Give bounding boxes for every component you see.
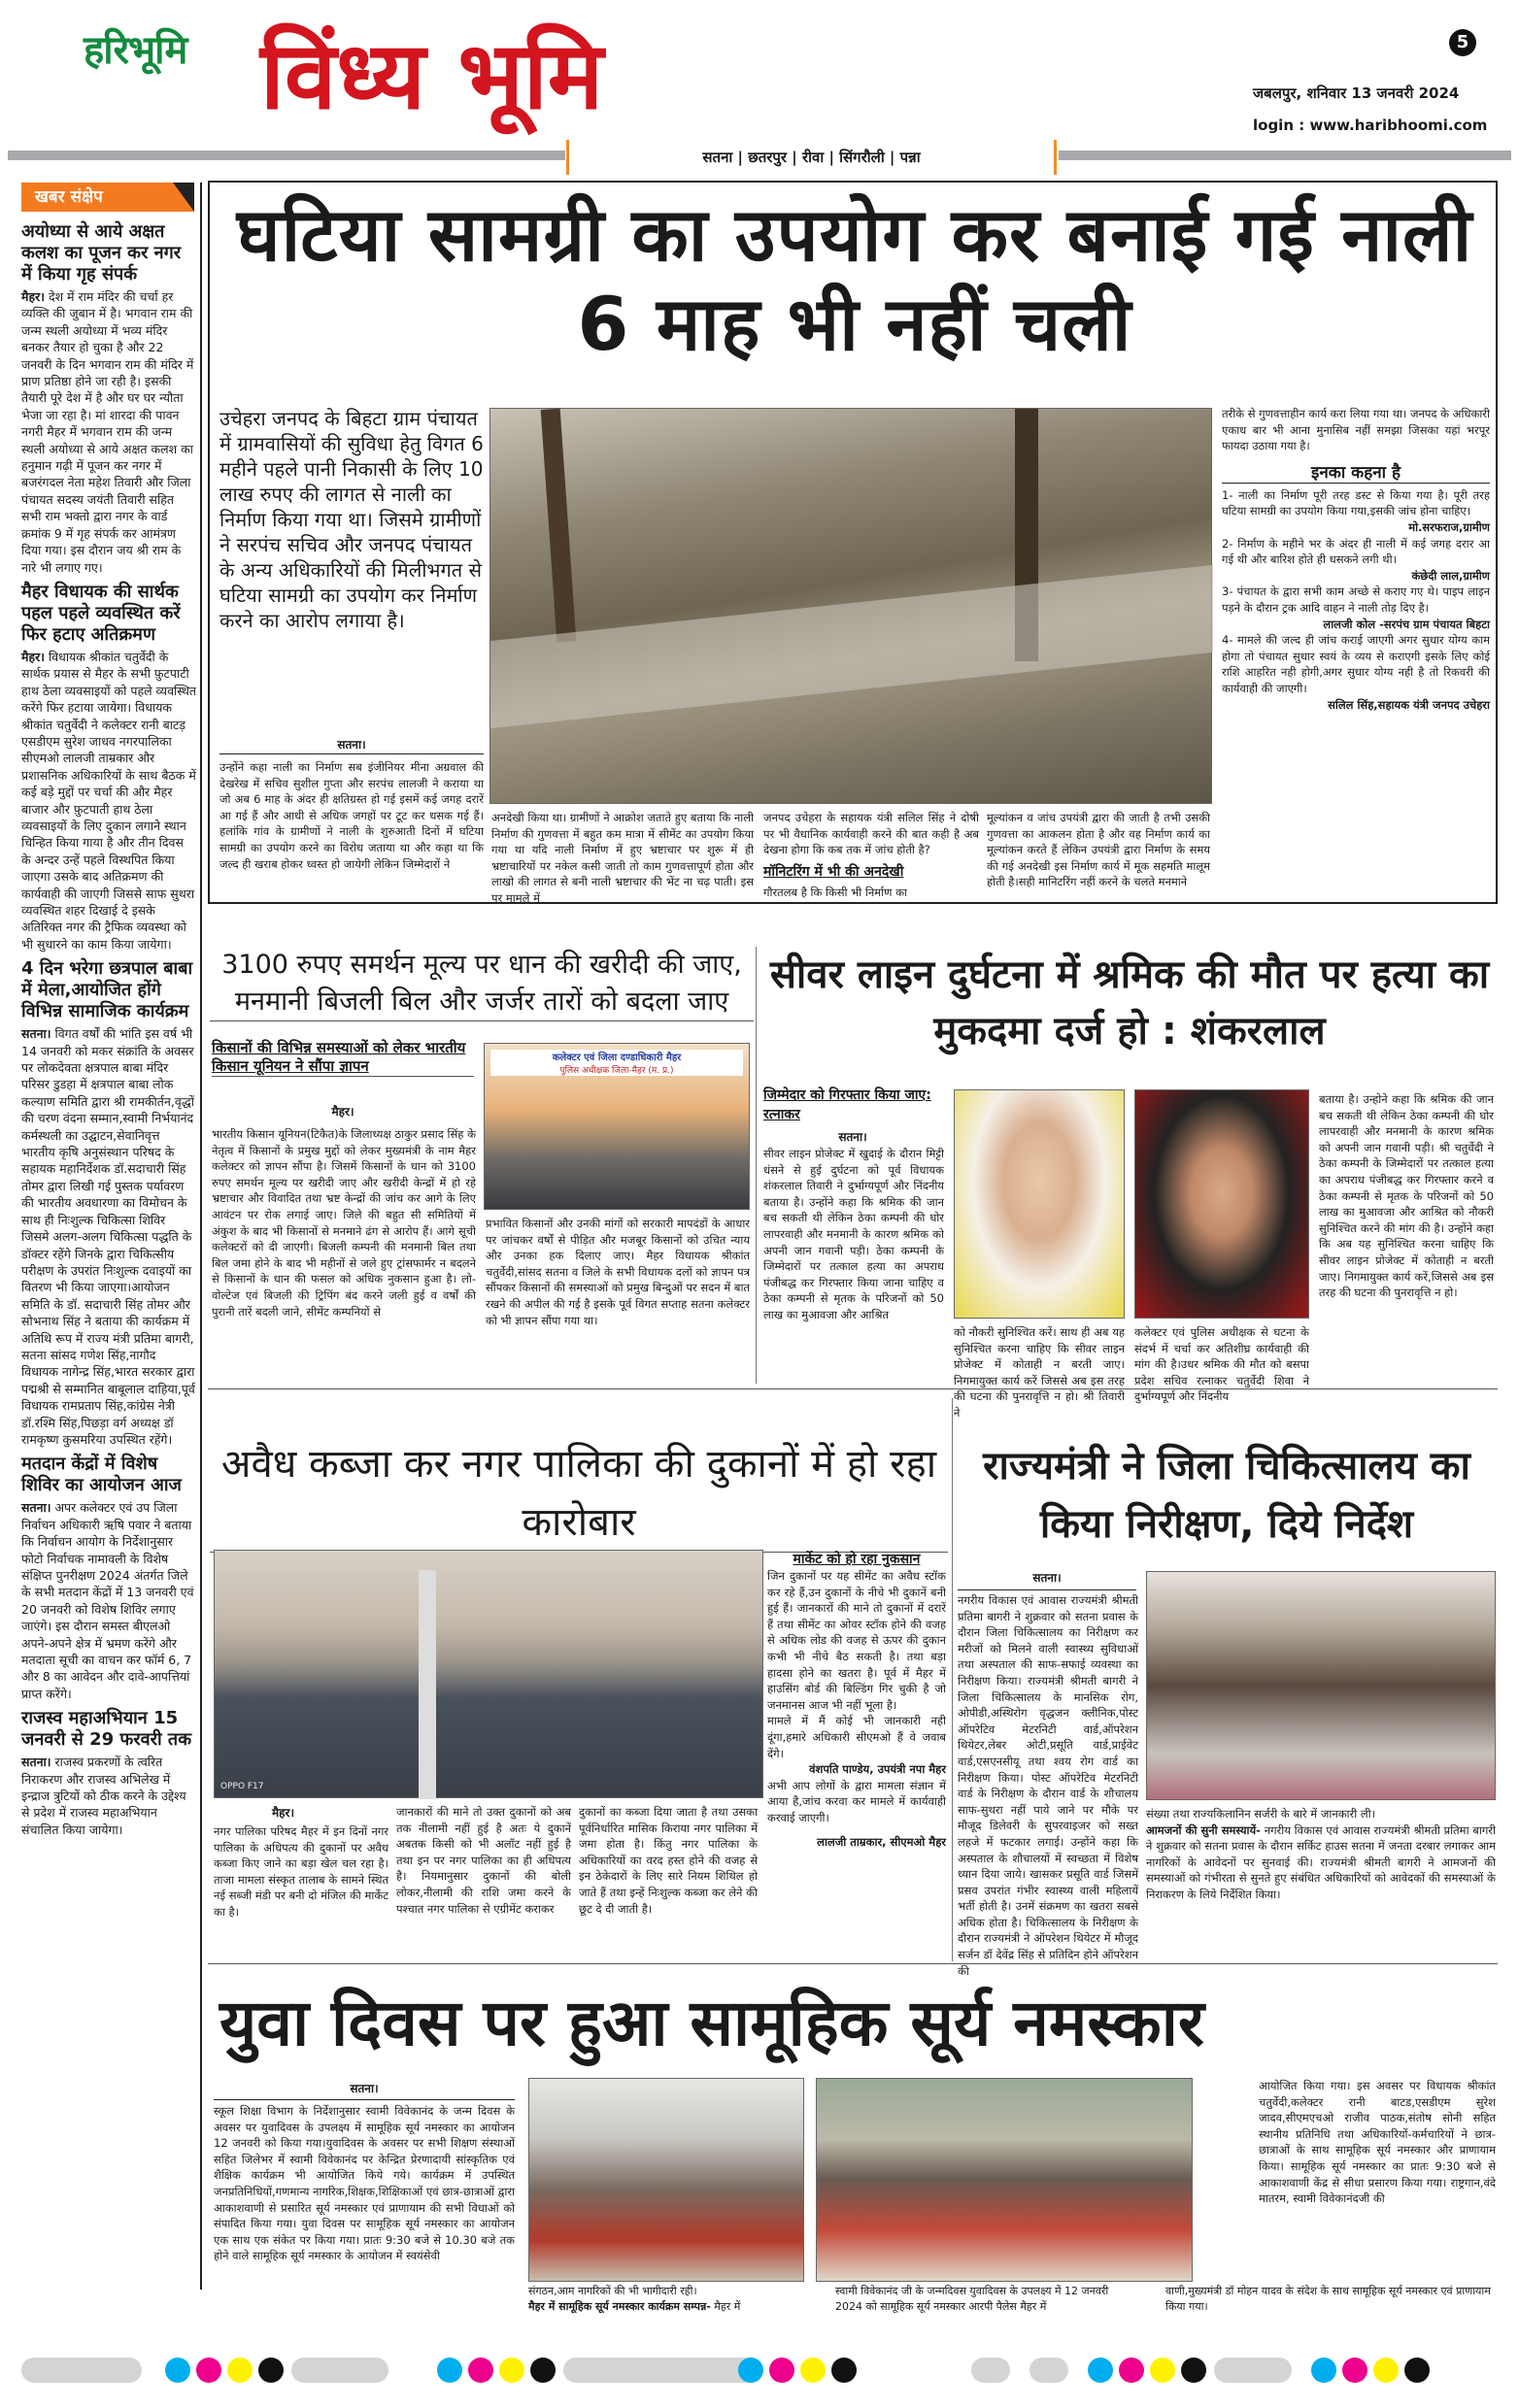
shops-text-4: जिन दुकानों पर यह सीमेंट का अवैध स्टॉक कर रहे हैं,उन दुकानों के नीचे भी दुकानें बनी हुई हैं। जानकारों की माने तो दुकानों में दरारें हैं तथा सीमेंट का ओवर स्टॉक होने की वजह से अधिक लोड की वजह से ऊपर की दुकान कभी भी नीचे बैठ सकती है। तथा बड़ा हादसा होने का खतरा है। पूर्व में मैहर में हाउसिंग बोर्ड की बिल्डिंग गिर चुकी है जो जनमानस आज भी नहीं भूला है।: [767, 1569, 946, 1712]
quote-text: 2- निर्माण के महीने भर के अंदर ही नाली में कई जगह दरार आ गई थी और बारिश होते ही धसकने लगी थी।: [1222, 536, 1490, 567]
yellow-mark: [800, 2358, 826, 2383]
quote-text: 1- नाली का निर्माण पूरी तरह डस्ट से किया गया है। पूरी तरह घटिया सामग्री का उपयोग किया गया,इसकी जांच होना चाहिए।: [1222, 487, 1490, 518]
shops-subhead: मार्केट को हो रहा नुकसान: [793, 1552, 921, 1567]
yellow-mark: [1373, 2358, 1399, 2383]
sewer-place: सतना।: [838, 1130, 867, 1144]
black-mark: [530, 2358, 556, 2383]
brief-place: मैहर।: [21, 649, 45, 664]
brief-place: सतना।: [21, 1755, 51, 1770]
paddy-headline: 3100 रुपए समर्थन मूल्य पर धान की खरीदी की जाए, मनमानी बिजली बिल और जर्जर तारों को बदला जाए: [210, 947, 754, 1021]
black-mark: [1181, 2358, 1206, 2383]
caption-bold: मैहर में सामूहिक सूर्य नमस्कार कार्यक्रम सम्पन्न-: [528, 2300, 711, 2313]
shops-place: मैहर।: [272, 1806, 295, 1820]
brief-headline: मैहर विधायक की सार्थक पहल पहले व्यवस्थित करें फिर हटाए अतिक्रमण: [21, 581, 181, 645]
lead-right-text: तरीके से गुणवत्ताहीन कार्य करा लिया गया था। जनपद के अधिकारी एकाध बार भी आना मुनासिब नहीं समझा जिसका यहां भरपूर फायदा उठाया गया है।: [1222, 407, 1490, 453]
yellow-mark: [1150, 2358, 1175, 2383]
brief-item: [21, 582, 196, 953]
caption-after: मैहर में: [710, 2300, 741, 2313]
cyan-mark: [738, 2358, 763, 2383]
shops-headline: अवैध कब्जा कर नगर पालिका की दुकानों में हो रहा कारोबार: [210, 1435, 948, 1553]
photo-signboard-2: पुलिस अधीक्षक जिला-मैहर (म. प्र.): [490, 1063, 743, 1076]
magenta-mark: [1119, 2358, 1144, 2383]
sewer-headline: सीवर लाइन दुर्घटना में श्रमिक की मौत पर हत्या का मुकदमा दर्ज हो : शंकरलाल: [769, 953, 1490, 1054]
brief-item: [21, 1708, 196, 1838]
shops-text-1: नगर पालिका परिषद मैहर में इन दिनों नगर पालिका के अधिपत्य की दुकानों पर अवैध कब्जा किए जाने का बड़ा खेल चल रहा है। ताजा मामला संस्कृत तालाब के सामने स्थित नई सब्जी मंडी पर बनी दो मंजिल की मार्केट का है।: [214, 1824, 388, 1919]
shops-photo: [214, 1550, 763, 1798]
sewer-text-2: को नौकरी सुनिश्चित करें। साथ ही अब यह सुनिश्चित करना चाहिए कि सीवर लाइन प्रोजेक्ट में कोताही न बरती जाए। निगमायुक्त कार्य करें जिससे अब इस तरह की घटना की पुनरावृत्ति न हो। श्री तिवारी ने: [954, 1325, 1125, 1420]
sewer-subhead: जिम्मेदार को गिरफ्तार किया जाए: रत्नाकर: [763, 1087, 931, 1122]
brief-headline: अयोध्या से आये अक्षत कलश का पूजन कर नगर में किया गृह संपर्क: [21, 221, 182, 284]
hospital-photo: [1146, 1571, 1496, 1800]
hospital-lower-text: [1146, 1806, 1496, 1954]
divider: [952, 1398, 953, 1961]
photo-signboard: कलेक्टर एवं जिला दण्डाधिकारी मैहर: [490, 1050, 743, 1063]
cyan-mark: [165, 2358, 190, 2383]
vindhya-bhoomi-title: विंध्य भूमि: [260, 21, 604, 130]
quote-text: अभी आप लोगों के द्वारा मामला संज्ञान में आया है,जांच करवा कर मामले में कार्यवाही करवाई जाएगी।: [767, 1778, 946, 1824]
ratnakar-photo: [1134, 1089, 1309, 1319]
yoga-photo-2: [816, 2078, 1193, 2282]
yoga-place: सतना।: [214, 2080, 515, 2100]
sewer-text-3: कलेक्टर एवं पुलिस अधीक्षक से घटना के संदर्भ में चर्चा कर अतिशीघ्र कार्यवाही की मांग की है।उधर श्रमिक की मौत को बसपा प्रदेश सचिव रत्नाकर चतुर्वेदी शिवा ने दुर्भाग्यपूर्ण और निंदनीय: [1134, 1325, 1309, 1404]
hospital-subhead: आमजनों की सुनी समस्यायें-: [1146, 1823, 1261, 1837]
page-number: 5: [1449, 29, 1476, 56]
brief-headline: 4 दिन भरेगा छत्रपाल बाबा में मेला,आयोजित होंगे विभिन्न सामाजिक कार्यक्रम: [21, 958, 193, 1022]
website-link[interactable]: login : www.haribhoomi.com: [1253, 117, 1488, 134]
lead-col-2: अनदेखी किया था। ग्रामीणों ने आक्रोश जताते हुए बताया कि नाली निर्माण की गुणवत्ता में बहुत कम मात्रा में सीमेंट का उपयोग किया गया था यदि नाली निर्माण में हुए भ्रष्टाचार पर शुरू में ही भ्रष्टाचारियों पर नकेल कसी जाती तो काम गुणवत्तापूर्ण होता और लाखो की लागत से बनी नाली भ्रष्टाचार की भेंट ना चढ़ पाती। इस पर मामले में: [491, 811, 754, 905]
lead-right-column: [1222, 406, 1490, 897]
divider: [219, 753, 484, 754]
row-divider: [208, 1388, 1498, 1389]
yoga-caption-1: [528, 2284, 806, 2315]
yoga-text-2: आयोजित किया गया। इस अवसर पर विधायक श्रीकांत चतुर्वेदी,कलेक्टर रानी बाटड,एसडीएम सुरेश जादव,सीएमएचओ राजीव पाठक,संतोष सोनी सहित स्थानीय प्रतिनिधि तथा अधिकारियों-कर्मचारियों ने छात्र-छात्राओं के साथ सामूहिक सूर्य नमस्कार और प्राणायाम किया। सामूहिक सूर्य नमस्कार का प्रातः 9:30 बजे से आकाशवाणी केंद्र से सीधा प्रसारण किया गया। राष्ट्रगान,वंदे मातरम, स्वामी विवेकानंदजी की: [1259, 2079, 1496, 2206]
magenta-mark: [1342, 2358, 1367, 2383]
brief-text: देश में राम मंदिर की चर्चा हर व्यक्ति की जुबान में है। भगवान राम की जन्म स्थली अयोध्या में भव्य मंदिर बनकर तैयार हो चुका है और 22 जनवरी के दिन भगवान राम की मंदिर में प्राण प्रतिष्ठा होने जा रही है। इसकी तैयारी पूरे देश में है और घर घर न्यौता भेजा जा रहा है। मां शारदा की पावन नगरी मैहर में भगवान राम की जन्म स्थली अयोध्या से आये अक्षत कलश का हनुमान गढ़ी में पूजन कर नगर में बजरंगदल नेता महेश तिवारी और जिला पंचायत सदस्य जयंती तिवारी सहित सभी राम भक्तो द्वारा नगर के वार्ड क्रमांक 9 में गृह संपर्क कर आमंत्रण दिया गया। इस दौरान जय श्री राम के नारे भी लगाए गए।: [21, 289, 194, 575]
shops-text-2: जानकारों की माने तो उक्त दुकानों को अब तक नीलामी नहीं हुई है अतः ये दुकानें अबतक किसी को भी अलॉट नहीं हुई है तथा इन पर नगर पालिका का ही अधिपत्य है। नियमानुसार दुकानों की बोली लोकर,नीलामी की राशि जमा करने के पश्चात नगर पालिका से एग्रीमेंट कराकर: [396, 1805, 571, 1916]
shankarlal-photo: [954, 1089, 1125, 1319]
quote-author: कंछेदी लाल,ग्रामीण: [1411, 568, 1490, 583]
brief-text: अपर कलेक्टर एवं उप जिला निर्वाचन अधिकारी ऋषि पवार ने बताया कि निर्वाचन आयोग के निर्देशानुसार फोटो निर्वाचक नामावली के विशेष संक्षिप्त पुनरीक्षण 2024 अंतर्गत जिले के सभी मतदान केंद्रों में 13 जनवरी एवं 20 जनवरी को विशेष शिविर लगाए जाएंगे। इस दौरान समस्त बीएलओ अपने-अपने क्षेत्र में भ्रमण करेंगे और मतदाता सूची का वाचन कर फॉर्म 6, 7 और 8 का आवेदन और दावे-आपत्तियां प्राप्त करेंगे।: [21, 1500, 194, 1701]
monitoring-subhead: मॉनिटरिंग में भी की अनदेखी: [763, 863, 904, 880]
quote-author: मो.सरफराज,ग्रामीण: [1408, 519, 1490, 534]
haribhoomi-logo: हरिभूमि: [84, 28, 187, 73]
yoga-caption-2: स्वामी विवेकानंद जी के जन्मदिवस युवादिवस के उपलक्ष्य में 12 जनवरी 2024 को सामूहिक सूर्य नमस्कार आरपी पैलेस मैहर में: [835, 2285, 1109, 2313]
print-mark: [563, 2358, 758, 2383]
lead-col-4: मूल्यांकन व जांच उपयंत्री द्वारा की जाती है तभी उसकी गुणवत्ता का आकलन होता है और वह निर्माण कार्य का मूल्यांकन करते हैं लेकिन उपयंत्री द्वारा निर्माण के समय की गई अनदेखी इस निर्माण कार्य में मूक सहमति मालूम होती है।सही मानिटरिंग नहीं करने के चलते मनमाने: [987, 811, 1210, 889]
cyan-mark: [1088, 2358, 1113, 2383]
brief-text: विगत वर्षों की भांति इस वर्ष भी 14 जनवरी को मकर संक्रांति के अवसर पर लोकदेवता क्षत्रपाल बाबा मंदिर परिसर डुडहा में क्षत्रपाल बाबा लोक कल्याण समिति द्वारा श्री रामकीर्तन,वृद्धों की चरण वंदना सम्मान,स्वामी निर्भयानंद कर्मस्थली का उद्घाटन,सेवानिवृत्त भारतीय कृषि अनुसंस्थान परिषद के सहायक महानिर्देशक डॉ.सदाचारी सिंह तोमर द्वारा लिखी गई पुस्तक पर्यावरण की भारतीय अवधारणा का विमोचन के साथ ही निःशुल्क चिकित्सा शिविर जिसमे अलग-अलग चिकित्सा पद्धति के डॉक्टर रहेंगे जिनके द्वारा चिकित्सीय परीक्षण के उपरांत निःशुल्क दवाइयों का वितरण भी किया जाएगा।आयोजन समिति के डॉ. सदाचारी सिंह तोमर और सोभनाथ सिंह ने बताया की कार्यक्रम में अतिथि रूप में राज्य मंत्री प्रतिमा बागरी, सतना सांसद गणेश सिंह,नागौद विधायक नागेन्द्र सिंह,भारत सरकार द्वारा पद्मश्री से सम्मानित बाबूलाल दाहिया,पूर्व विधायक रामप्रताप सिंह,कांग्रेस नेत्री डॉ.रश्मि सिंह,पिछड़ा वर्ग अध्यक्ष डॉ रामकृष्ण कुसमरिया उपस्थित रहेंगे।: [21, 1026, 195, 1447]
brief-place: मैहर।: [21, 289, 45, 304]
sewer-text-1: सीवर लाइन प्रोजेक्ट में खुदाई के दौरान मिट्टी धंसने से हुई दुर्घटना को पूर्व विधायक शंकरलाल तिवारी ने दुर्भाग्यपूर्ण और निंदनीय बताया है। उन्होंने कहा कि श्रमिक की जान बच सकती थी लेकिन ठेका कम्पनी की घोर लापरवाही और मनमानी के कारण श्रमिक को अपनी जान गवानी पड़ी। ठेका कम्पनी के जिम्मेदारों पर तत्काल हत्या का अपराध पंजीबद्ध कर गिरफ्तार किया जाना चाहिए व ठेका कम्पनी से मृतक के परिजनों को 50 लाख का मुआवजा और आश्रित: [763, 1147, 944, 1321]
shops-side-column: [767, 1550, 946, 1954]
row-divider: [208, 1963, 1498, 1964]
quote-author: वंशपति पाण्डेय, उपयंत्री नपा मैहर: [809, 1762, 946, 1777]
paddy-subhead: किसानों की विभिन्न समस्याओं को लेकर भारतीय किसान यूनियन ने सौंपा ज्ञापन: [212, 1039, 474, 1077]
shops-text-3: दुकानों का कब्जा दिया जाता है तथा उसका पूर्वनिर्धारित मासिक किराया नगर पालिका में जमा होता है। किंतु नगर पालिका के अधिकारियों का वरद हस्त होने की वजह से इन ठेकेदारों के लिए सारे नियम शिथिल हो जाते हैं तथा इन्हें निःशुल्क कब्जा कर लेने की छूट दे दी जाती है।: [579, 1805, 758, 1916]
drain-photo: [489, 408, 1212, 804]
header-rule-right: [1059, 150, 1511, 160]
paddy-text-2: प्रभावित किसानों और उनकी मांगों को सरकारी मापदंडों के आधार पर जांचकर वर्षों से पीड़ित और मजबूर किसानों को उचित न्याय और उनका हक दिलाए जाए। मैहर विधायक श्रीकांत चतुर्वेदी,सांसद सतना व जिले के सभी विधायक दलों को ज्ञापन पत्र सौंपकर किसानों की समस्याओं को प्रमुख बिन्दुओं पर सदन में बात रखने की अपील की गई है इसके पूर्व विगत सप्ताह सतना कलेक्टर को भी ज्ञापन सौंपा गया था।: [486, 1217, 750, 1327]
yoga-headline: युवा दिवस पर हुआ सामूहिक सूर्य नमस्कार: [219, 1986, 1204, 2060]
yoga-photo-1: [528, 2078, 804, 2282]
brief-text: राजस्व प्रकरणों के त्वरित निराकरण और राजस्व अभिलेख में इन्द्राज त्रुटियों को ठीक करने के उद्देश्य से प्रदेश में राजस्व महाअभियान संचालित किया जायेगा।: [21, 1755, 186, 1837]
lead-col-3: [763, 810, 979, 901]
quote-author: लालजी कोल -सरपंच ग्राम पंचायत बिहटा: [1323, 617, 1490, 631]
yellow-mark: [499, 2358, 524, 2383]
paddy-place: मैहर।: [331, 1105, 354, 1119]
lead-place: सतना।: [337, 738, 366, 752]
brief-place: सतना।: [21, 1500, 51, 1516]
dateline: जबलपुर, शनिवार 13 जनवरी 2024: [1253, 84, 1460, 102]
column-divider: [200, 183, 202, 2290]
sewer-text-4: बताया है। उन्होने कहा कि श्रमिक की जान बच सकती थी लेकिन ठेका कम्पनी की घोर लापरवाही और मनमानी के कारण श्रमिक को अपनी जान गवानी पड़ी। श्री चतुर्वेदी ने ठेका कम्पनी के जिम्मेदारों पर तत्काल हत्या का अपराध पंजीबद्ध कर गिरफ्तार करने व ठेका कम्पनी से मृतक के परिजनों को 50 लाख का मुआवजा और आश्रित को नौकरी सुनिश्चित करने की मांग की है। उन्होंने कहा कि अब यह सुनिश्चित करना चाहिए कि सीवर लाइन प्रोजेक्ट में कोताही न बरती जाए। निगमायुक्त कार्य करें,जिससे अब इस तरह की घटना की पुनरावृत्ति न हो।: [1319, 1092, 1494, 1300]
print-mark: [21, 2358, 142, 2383]
brief-text: विधायक श्रीकांत चतुर्वेदी के सार्थक प्रयास से मैहर के सभी फ़ुटपाटी हाथ ठेला व्यवसाइयों को पहले व्यवस्थित करेंगे फिर हटाया जायेगा। विधायक श्रीकांत चतुर्वेदी ने कलेक्टर रानी बाटड़ एसडीएम सुरेश जाधव नगरपालिका सीएमओ लालजी ताम्रकार और प्रशासनिक अधिकारियों के साथ बैठक में कई बड़े मुद्दों पर चर्चा की और मैहर बाजार और फ़ुटपाती हाथ ठेला व्यवसाइयों के लिए दुकान लगाने स्थान चिन्हित किया गाया है और तीन दिवस के अन्दर उन्हें पहले विस्थपित किया जाएगा उसके बाद अतिक्रमण की कार्यवाही की जाएगी जिससे साफ सुथरा व्यवस्थित शहर दिखाई दे इसके अतिरिक्त नगर की ट्रैफिक व्यवस्था को भी सुधारने का काम किया जायेगा।: [21, 649, 196, 952]
brief-item: [21, 221, 196, 576]
black-mark: [1404, 2358, 1430, 2383]
quote-text: मामले में मैं कोई भी जानकारी नही दूंगा,हमारे अधिकारी सीएमओ हैं वे जवाब देंगे।: [767, 1714, 946, 1760]
news-briefs: [21, 216, 196, 2342]
photo-credit: OPPO F17: [220, 1782, 264, 1791]
brief-headline: मतदान केंद्रों में विशेष शिविर का आयोजन आज: [21, 1454, 182, 1496]
quotes-title: इनका कहना है: [1222, 460, 1490, 484]
caption-text: संगठन,आम नागरिकों की भी भागीदारी रही।: [528, 2285, 697, 2297]
hospital-place: सतना।: [958, 1569, 1136, 1590]
brief-item: [21, 1454, 196, 1702]
farmers-photo: [484, 1043, 750, 1210]
lead-intro: उचेहरा जनपद के बिहटा ग्राम पंचायत में ग्रामवासियों की सुविधा हेतु विगत 6 महीने पहले पानी निकासी के लिए 10 लाख रुपए की लागत से नाली का निर्माण किया गया था। जिसमे ग्रामीणों ने सरपंच सचिव और जनपद पंचायत के अन्य अधिकारियों की मिलीभगत से घटिया सामग्री का उपयोग कर निर्माण करने का आरोप लगाया है।: [219, 407, 484, 632]
news-brief-tag: खबर संक्षेप: [21, 183, 194, 212]
black-mark: [831, 2358, 857, 2383]
divider: [756, 947, 757, 1384]
quote-author: लालजी ताम्रकार, सीएमओ मैहर: [817, 1834, 946, 1849]
quote-text: 4- मामले की जल्द ही जांच कराई जाएगी अगर सुधार योग्य काम होगा तो पंचायत सुधार स्वयं के व्यय से कराएगी इसके लिए कोई राशि आहरित नही होगी,अगर सुधार योग्य नही है तो रिकवरी की कार्यवाही की जाएगी।: [1222, 633, 1490, 695]
lead-col-3-after: गौरतलब है कि किसी भी निर्माण का: [763, 885, 907, 899]
hospital-text-2: संख्या तथा राज्यकिलानिन सर्जरी के बारे में जानकारी ली।: [1146, 1807, 1376, 1821]
quote-author: सलिल सिंह,सहायक यंत्री जनपद उचेहरा: [1328, 697, 1490, 712]
print-mark: [1214, 2358, 1292, 2383]
cyan-mark: [437, 2358, 462, 2383]
magenta-mark: [196, 2358, 221, 2383]
print-mark: [971, 2358, 1010, 2383]
paddy-text-1: भारतीय किसान यूनियन(टिकैत)के जिलाध्यक्ष ठाकुर प्रसाद सिंह के नेतृत्व में किसानों के प्रमुख मुद्दों को लेकर मुख्यमंत्री के नाम मैहर कलेक्टर को ज्ञापन सौंपा है। जिसमें किसानों के धान को 3100 रुपए समर्थन मूल्य पर खरीदी जाए और खरीदी केन्द्रों में हो रहे भ्रष्टाचार और विवादित तथा भ्रष्ट केन्द्रों की जांच कर आगे के लिए आवंटन पर रोक लगाई जाए। जिले की बहुत सी समितियों में अंकुश के बाद भी किसानों से मनमाने ढंग से आरोप हैं। आगे सूची कलेक्टरों को दी जाएगी। बिजली कम्पनी की मनमानी बिल तथा बिल जमा होने के बाद भी महीनों से जले हुए ट्रांसफार्मर न बदलने से किसानों के धान की फसल को अधिक नुकसान हुआ है। लो-वोल्टेज एवं बिजली की ट्रिपिंग बंद करने जली हुई व वर्षों की पुरानी तारें बदली जाने, सीमेंट कम्पनियों से: [212, 1127, 476, 1319]
black-mark: [258, 2358, 284, 2383]
yoga-caption-3: वाणी,मुख्यमंत्री डॉ मोहन यादव के संदेश के साथ सामूहिक सूर्य नमस्कार एवं प्राणायाम किया गया।: [1165, 2285, 1491, 2313]
magenta-mark: [769, 2358, 794, 2383]
region-strip: सतना | छतरपुर | रीवा | सिंगरौली | पन्ना: [566, 140, 1057, 175]
yellow-mark: [227, 2358, 253, 2383]
hospital-text-3: नगरीय विकास एवं आवास राज्यमंत्री श्रीमती प्रतिमा बागरी ने शुक्रवार को सतना प्रवास के दौरान सर्किट हाउस सतना में जनता दरबार लगाकर आम नागरिकों के आवेदनों पर सुनवाई की। राज्यमंत्री श्रीमती बागरी ने आमजनों की समस्याओं को गंभीरता से सुनते हुए संबंधित अधिकारियों को आवेदकों की समस्याओं के निराकरण के लिये निर्देशित किया।: [1146, 1823, 1496, 1901]
yoga-text-1: स्कूल शिक्षा विभाग के निर्देशानुसार स्वामी विवेकानंद के जन्म दिवस के अवसर पर युवादिवस के उपलक्ष्य में सामूहिक सूर्य नमस्कार का आयोजन 12 जनवरी को किया गया।युवादिवस के अवसर पर सभी शिक्षण संस्थाओं सहित जिलेभर में स्वामी विवेकानंद पर केन्द्रित प्रेरणादायी सांस्कृतिक एवं शैक्षिक कार्यक्रम भी आयोजित किये गये। कार्यक्रम में उपस्थित जनप्रतिनिधियों,गणमान्य नागरिक,शिक्षक,शिक्षिकाओं एवं छात्र-छात्राओं द्वारा आकाशवाणी से प्रसारित सूर्य नमस्कार एवं प्राणायाम की सभी विधाओं को संपादित किया गया। युवा दिवस पर सामूहिक सूर्य नमस्कार का आयोजन एक साथ एक संकेत पर किया गया। प्रातः 9:30 बजे से 10.30 बजे तक होने वाले सामूहिक सूर्य नमस्कार के आयोजन में स्वयंसेवी: [214, 2104, 515, 2263]
lead-headline: घटिया सामग्री का उपयोग कर बनाई गई नाली 6 माह भी नहीं चली: [236, 191, 1473, 367]
hospital-headline: राज्यमंत्री ने जिला चिकित्सालय का किया निरीक्षण, दिये निर्देश: [983, 1444, 1470, 1547]
quote-text: 3- पंचायत के द्वारा सभी काम अच्छे से कराए गए थे। पाइप लाइन पड़ने के दौरान ट्रक आदि वाहन ने नाली तोड़ दिए है।: [1222, 585, 1490, 615]
magenta-mark: [468, 2358, 493, 2383]
header-rule-left: [8, 150, 565, 160]
brief-item: [21, 958, 196, 1448]
cyan-mark: [1311, 2358, 1336, 2383]
brief-headline: राजस्व महाअभियान 15 जनवरी से 29 फरवरी तक: [21, 1708, 192, 1751]
hospital-text-1: नगरीय विकास एवं आवास राज्यमंत्री श्रीमती प्रतिमा बागरी ने शुक्रवार को सतना प्रवास के दौरान जिला चिकित्सालय का निरीक्षण कर मरीजों को मिलने वाली स्वास्थ्य सुविधाओं तथा अस्पताल की साफ-सफाई व्यवस्था का निरीक्षण किया। राज्यमंत्री श्रीमती बागरी ने जिला चिकित्सालय के मानसिक रोग, ओपीडी,अस्थिरोग वृद्धजन क्लीनिक,पोस्ट ऑपरेटिव मेटरनिटी वार्ड,ऑपरेशन थियेटर,लेबर ओटी,प्रसूति वार्ड,प्राईवेट वार्ड,एसएनसीयू तथा श्वय रोग वार्ड का निरीक्षण किया। पोस्ट ऑपरेटिव मेटरनिटी वार्ड के निरीक्षण के दौरान वार्ड के शौचालय साफ-सुथरा नहीं पाये जाने पर मौके पर मौजूद डिलेवरी के सुपरवाइजर को सख्त लहजे में फटकार लगाई। उन्होंने कहा कि अस्पताल के शौचालयों में स्वच्छता में विशेष ध्यान दिया जाये। खासकर प्रसूति वार्ड जिसमें प्रसव उपरांत गंभीर स्वास्थ्य वाली महिलायें भर्ती होती है। उनमें संक्रमण का खतरा सबसे अधिक होता है। चिकित्सालय के निरीक्षण के दौरान राज्यमंत्री ने ऑपरेशन थियेटर में मौजूद सर्जन डॉ देवेंद्र सिंह से प्रतिदिन होने ऑपरेशन की: [958, 1593, 1138, 1978]
lead-col-1: उन्होंने कहा नाली का निर्माण सब इंजीनियर मीना अग्रवाल की देखरेख में सचिव सुशील गुप्ता और सरपंच लालजी ने कराया था जो अब 6 माह के अंदर ही क्षतिग्रस्त हो गई इसमें कई जगह दरारें आ गई हैं और आधी से अधिक जगहों पर टूट कर धसक गई हैं। हलांकि गांव के ग्रामीणों ने नाली के शुरुआती दिनों में घटिया सामग्री का उपयोग करने का विरोध जताया था और कहा था कि जल्द ही खराब होकर ध्वस्त हो जायेगी लेकिन जिम्मेदारों ने: [219, 760, 484, 871]
print-mark: [291, 2358, 388, 2383]
print-mark: [1030, 2358, 1068, 2383]
lead-col-3-text: जनपद उचेहरा के सहायक यंत्री सलिल सिंह ने दोषी पर भी वैधानिक कार्यवाही करने की बात कही है अब देखना होगा कि कब तक में जांच होती है?: [763, 811, 979, 857]
brief-place: सतना।: [21, 1026, 51, 1042]
